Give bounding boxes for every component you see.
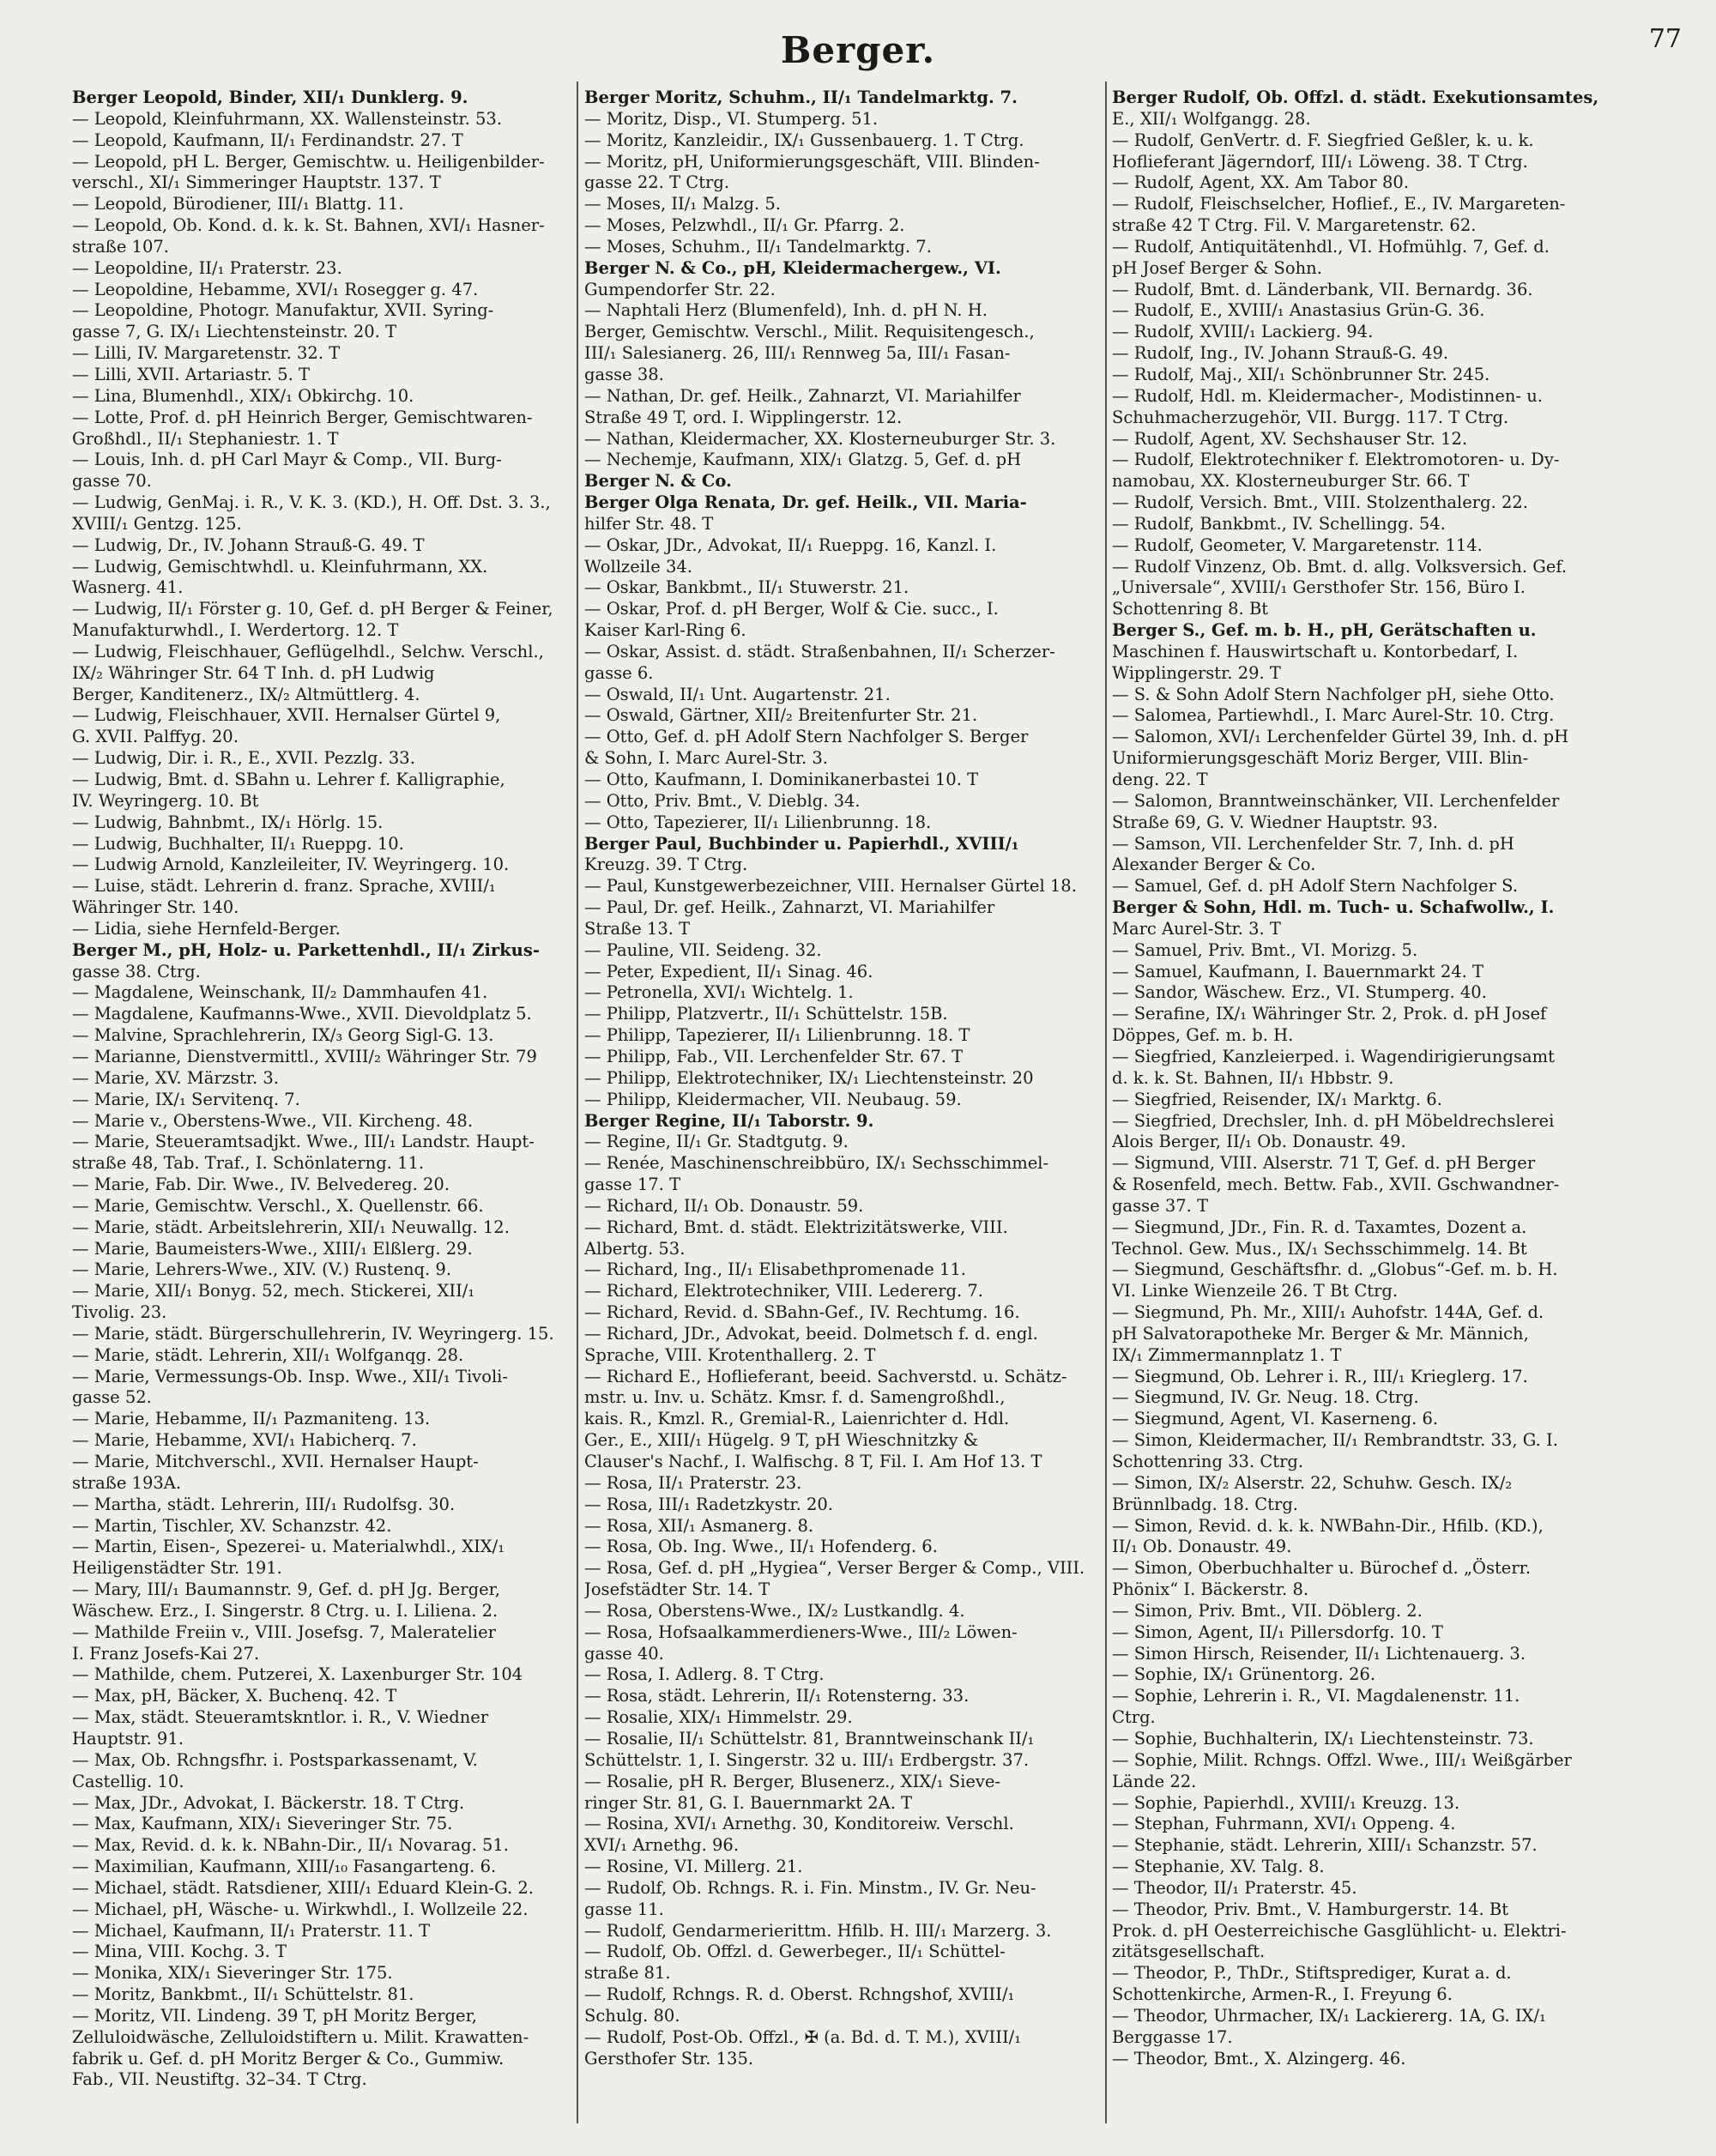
directory-entry-line: Alexander Berger & Co. — [1112, 855, 1316, 875]
directory-entry-line: Sprache, VIII. Krotenthallerg. 2. T — [584, 1344, 876, 1365]
directory-entry-line: Straße 49 T, ord. I. Wipplingerstr. 12. — [584, 407, 903, 427]
directory-entry-line: gasse 6. — [584, 662, 654, 683]
directory-entry-line: — Rudolf, Bankbmt., IV. Schellingg. 54. — [1112, 513, 1446, 534]
directory-entry-line: — Rudolf, XVIII/₁ Lackierg. 94. — [1112, 322, 1374, 342]
directory-entry-line: d. k. k. St. Bahnen, II/₁ Hbbstr. 9. — [1112, 1067, 1394, 1088]
directory-entry-line: — Lidia, siehe Hernfeld-Berger. — [72, 918, 341, 939]
directory-entry-line: — Sophie, Papierhdl., XVIII/₁ Kreuzg. 13. — [1112, 1792, 1460, 1813]
directory-entry-line: — Marie, Hebamme, XVI/₁ Habicherq. 7. — [72, 1430, 417, 1451]
directory-entry-line: — Rudolf, Versich. Bmt., VIII. Stolzenthalerg. 22. — [1112, 492, 1528, 513]
directory-entry-line: — Rudolf, Fleischselcher, Hoflief., E., IV. Margareten- — [1112, 194, 1566, 214]
directory-entry-line: verschl., XI/₁ Simmeringer Hauptstr. 137. T — [72, 172, 441, 193]
directory-entry-line: — Marie, XII/₁ Bonyg. 52, mech. Stickerei, XII/₁ — [72, 1281, 475, 1301]
directory-entry-line: — Rudolf Vinzenz, Ob. Bmt. d. allg. Volksversich. Gef. — [1112, 556, 1568, 577]
directory-entry-line: — Martin, Eisen-, Spezerei- u. Materialwhdl., XIX/₁ — [72, 1537, 505, 1557]
directory-entry-line: Clauser's Nachf., I. Walfischg. 8 T, Fil. I. Am Hof 13. T — [584, 1452, 1042, 1471]
directory-entry-line: — Leopold, Ob. Kond. d. k. k. St. Bahnen, XVI/₁ Hasner- — [72, 215, 545, 236]
directory-entry-line: Berger, Gemischtw. Verschl., Milit. Requisitengesch., — [584, 322, 1035, 342]
directory-entry-line: — Magdalene, Kaufmanns-Wwe., XVII. Dievoldplatz 5. — [72, 1004, 532, 1024]
directory-entry-line: — Moses, Schuhm., II/₁ Tandelmarktg. 7. — [584, 236, 932, 257]
directory-entry-line: — Rudolf, Ob. Rchngs. R. i. Fin. Minstm., IV. Gr. Neu- — [584, 1877, 1036, 1898]
directory-entry-line: — Marie, XV. Märzstr. 3. — [72, 1067, 279, 1088]
directory-entry-line: — Theodor, Bmt., X. Alzingerg. 46. — [1112, 2048, 1406, 2068]
directory-entry-line: — Naphtali Herz (Blumenfeld), Inh. d. pH N. H. — [584, 300, 988, 321]
directory-entry-line: — Moses, Pelzwhdl., II/₁ Gr. Pfarrg. 2. — [584, 215, 905, 236]
directory-entry-line: — Leopoldine, II/₁ Praterstr. 23. — [72, 257, 342, 278]
directory-entry-line: IX/₂ Währinger Str. 64 T Inh. d. pH Ludwig — [72, 662, 435, 683]
directory-entry-line: — Rosa, III/₁ Radetzkystr. 20. — [584, 1494, 833, 1514]
directory-entry-line: — Rosa, Hofsaalkammerdieners-Wwe., III/₂ Löwen- — [584, 1622, 1018, 1642]
directory-entry-line: — Sophie, IX/₁ Grünentorg. 26. — [1112, 1664, 1376, 1685]
directory-entry-line: — Samson, VII. Lerchenfelder Str. 7, Inh. d. pH — [1112, 833, 1514, 854]
directory-entry-line: — Peter, Expedient, II/₁ Sinag. 46. — [584, 961, 873, 981]
directory-entry-line: — Rosa, städt. Lehrerin, II/₁ Rotensterng. 33. — [584, 1686, 970, 1706]
directory-entry-line: — Max, städt. Steueramtskntlor. i. R., V. Wiedner — [72, 1707, 489, 1728]
directory-entry-line: — Leopoldine, Hebamme, XVI/₁ Rosegger g. 47. — [72, 279, 479, 299]
directory-entry-line: — Regine, II/₁ Gr. Stadtgutg. 9. — [584, 1132, 849, 1152]
directory-entry-line: — Theodor, Priv. Bmt., V. Hamburgerstr. 14. Bt — [1112, 1899, 1509, 1919]
directory-entry-line: Phönix“ I. Bäckerstr. 8. — [1112, 1579, 1309, 1600]
directory-entry-line: — Sophie, Buchhalterin, IX/₁ Liechtensteinstr. 73. — [1112, 1728, 1534, 1748]
directory-entry-line: — Marie v., Oberstens-Wwe., VII. Kircheng. 48. — [72, 1110, 474, 1131]
directory-entry-line: & Sohn, I. Marc Aurel-Str. 3. — [584, 748, 829, 769]
directory-entry-line: Wäschew. Erz., I. Singerstr. 8 Ctrg. u. I. Liliena. 2. — [72, 1600, 498, 1621]
directory-entry-line: IV. Weyringerg. 10. Bt — [72, 790, 259, 811]
directory-entry-line: — Otto, Gef. d. pH Adolf Stern Nachfolger S. Berger — [584, 727, 1029, 747]
directory-entry-line: — Moritz, Disp., VI. Stumperg. 51. — [584, 108, 879, 129]
directory-entry-line: Lände 22. — [1112, 1771, 1197, 1791]
column-divider — [1105, 82, 1107, 2123]
directory-entry-line: — Richard, Elektrotechniker, VIII. Ledererg. 7. — [584, 1281, 984, 1301]
directory-entry-line: — Leopoldine, Photogr. Manufaktur, XVII. Syring- — [72, 300, 494, 321]
directory-entry-line: — Oswald, II/₁ Unt. Augartenstr. 21. — [584, 684, 891, 704]
directory-entry-line: — Samuel, Kaufmann, I. Bauernmarkt 24. T — [1112, 961, 1484, 981]
directory-entry-line: — Marie, IX/₁ Servitenq. 7. — [72, 1089, 300, 1109]
directory-entry-line: — Nechemje, Kaufmann, XIX/₁ Glatzg. 5, Gef. d. pH — [584, 450, 1022, 470]
directory-entry-line: Berger S., Gef. m. b. H., pH, Gerätschaften u. — [1112, 620, 1537, 641]
directory-entry-line: — Rudolf, GenVertr. d. F. Siegfried Geßler, k. u. k. — [1112, 130, 1534, 150]
directory-entry-line: — Rudolf, Agent, XV. Sechshauser Str. 12. — [1112, 428, 1468, 449]
directory-entry-line: — Siegmund, Ob. Lehrer i. R., III/₁ Krieglerg. 17. — [1112, 1366, 1528, 1386]
directory-entry-line: — Rudolf, Maj., XII/₁ Schönbrunner Str. 245. — [1112, 364, 1490, 384]
directory-entry-line: Heiligenstädter Str. 191. — [72, 1558, 282, 1579]
directory-entry-line: „Universale“, XVIII/₁ Gersthofer Str. 156, Büro I. — [1112, 577, 1526, 598]
directory-entry-line: — Mathilde Freiin v., VIII. Josefsg. 7, Maleratelier — [72, 1622, 496, 1642]
directory-entry-line: gasse 22. T Ctrg. — [584, 172, 730, 193]
directory-entry-line: Berger Rudolf, Ob. Offzl. d. städt. Exekutionsamtes, — [1112, 88, 1599, 107]
directory-entry-line: — Philipp, Kleidermacher, VII. Neubaug. 59. — [584, 1089, 962, 1109]
directory-entry-line: — Philipp, Platzvertr., II/₁ Schüttelstr. 15B. — [584, 1004, 948, 1024]
directory-entry-line: — Richard E., Hoflieferant, beeid. Sachverstd. u. Schätz- — [584, 1366, 1067, 1386]
directory-entry-line: — Pauline, VII. Seideng. 32. — [584, 939, 822, 960]
directory-entry-line: & Rosenfeld, mech. Bettw. Fab., XVII. Gschwandner- — [1112, 1175, 1560, 1195]
directory-entry-line: — Marie, Gemischtw. Verschl., X. Quellenstr. 66. — [72, 1195, 484, 1216]
directory-entry-line: — Siegmund, JDr., Fin. R. d. Taxamtes, Dozent a. — [1112, 1217, 1527, 1237]
directory-entry-line: — Stephanie, XV. Talg. 8. — [1112, 1857, 1325, 1877]
directory-entry-line: — Malvine, Sprachlehrerin, IX/₃ Georg Sigl-G. 13. — [72, 1025, 494, 1046]
directory-entry-line: Alois Berger, II/₁ Ob. Donaustr. 49. — [1112, 1132, 1406, 1152]
directory-entry-line: Albertg. 53. — [584, 1238, 686, 1259]
directory-entry-line: — Siegmund, IV. Gr. Neug. 18. Ctrg. — [1112, 1387, 1419, 1408]
directory-entry-line: — Mina, VIII. Kochg. 3. T — [72, 1942, 287, 1962]
directory-entry-line: — Rudolf, Antiquitätenhdl., VI. Hofmühlg. 7, Gef. d. — [1112, 236, 1550, 257]
directory-entry-line: — Ludwig, Buchhalter, II/₁ Rueppg. 10. — [72, 833, 404, 854]
directory-entry-line: — Ludwig, Dr., IV. Johann Strauß-G. 49. T — [72, 534, 425, 555]
directory-entry-line: — Otto, Kaufmann, I. Dominikanerbastei 10. T — [584, 770, 979, 789]
directory-entry-line: — Lilli, IV. Margaretenstr. 32. T — [72, 343, 341, 364]
directory-entry-line: — Ludwig, Fleischhauer, XVII. Hernalser Gürtel 9, — [72, 705, 501, 726]
directory-entry-line: — Philipp, Fab., VII. Lerchenfelder Str. 67. T — [584, 1046, 964, 1066]
directory-entry-line: Manufakturwhdl., I. Werdertorg. 12. T — [72, 620, 399, 641]
directory-entry-line: — Marianne, Dienstvermittl., XVIII/₂ Währinger Str. 79 — [72, 1046, 537, 1066]
page-number: 77 — [1648, 24, 1682, 54]
directory-entry-line: Schottenkirche, Armen-R., I. Freyung 6. — [1112, 1984, 1453, 2005]
directory-entry-line: — Mathilde, chem. Putzerei, X. Laxenburger Str. 104 — [72, 1664, 523, 1685]
directory-entry-line: — Sophie, Lehrerin i. R., VI. Magdalenenstr. 11. — [1112, 1686, 1520, 1706]
directory-entry-line: — Oskar, Bankbmt., II/₁ Stuwerstr. 21. — [584, 577, 909, 598]
directory-entry-line: — Sandor, Wäschew. Erz., VI. Stumperg. 40. — [1112, 982, 1487, 1003]
directory-entry-line: — Marie, Fab. Dir. Wwe., IV. Belvedereg. 20. — [72, 1175, 450, 1195]
directory-entry-line: — Rosalie, pH R. Berger, Blusenerz., XIX/₁ Sieve- — [584, 1771, 1001, 1791]
directory-entry-line: Berger N. & Co. — [584, 471, 732, 492]
directory-entry-line: Döppes, Gef. m. b. H. — [1112, 1025, 1294, 1046]
directory-entry-line: Schüttelstr. 1, I. Singerstr. 32 u. III/₁ Erdbergstr. 37. — [584, 1749, 1030, 1770]
directory-entry-line: Berggasse 17. — [1112, 2026, 1233, 2047]
directory-entry-line: — Ludwig, Fleischhauer, Geflügelhdl., Selchw. Verschl., — [72, 641, 544, 661]
directory-entry-line: — Salomon, Branntweinschänker, VII. Lerchenfelder — [1112, 790, 1560, 811]
directory-entry-line: Wipplingerstr. 29. T — [1112, 662, 1281, 683]
directory-entry-line: Ger., E., XIII/₁ Hügelg. 9 T, pH Wieschnitzky & — [584, 1430, 979, 1451]
directory-entry-line: Schottenring 8. Bt — [1112, 599, 1269, 619]
directory-entry-line: — Rosa, I. Adlerg. 8. T Ctrg. — [584, 1664, 825, 1685]
directory-entry-line: — Magdalene, Weinschank, II/₂ Dammhaufen 41. — [72, 982, 488, 1003]
directory-entry-line: — Rosina, XVI/₁ Arnethg. 30, Konditoreiw. Verschl. — [584, 1814, 1014, 1834]
directory-entry-line: — Salomon, XVI/₁ Lerchenfelder Gürtel 39, Inh. d. pH — [1112, 727, 1569, 747]
directory-entry-line: — Leopold, pH L. Berger, Gemischtw. u. Heiligenbilder- — [72, 151, 545, 172]
directory-entry-line: fabrik u. Gef. d. pH Moritz Berger & Co., Gummiw. — [72, 2048, 505, 2068]
directory-entry-line: — Max, pH, Bäcker, X. Buchenq. 42. T — [72, 1686, 397, 1706]
directory-entry-line: gasse 38. — [584, 364, 664, 384]
directory-entry-line: Berger Moritz, Schuhm., II/₁ Tandelmarktg. 7. — [584, 88, 1018, 107]
directory-entry-line: — Simon, Agent, II/₁ Pillersdorfg. 10. T — [1112, 1622, 1443, 1642]
directory-entry-line: Berger Leopold, Binder, XII/₁ Dunklerg. 9. — [72, 88, 468, 107]
directory-entry-line: gasse 38. Ctrg. — [72, 961, 201, 981]
directory-entry-line: — Otto, Priv. Bmt., V. Dieblg. 34. — [584, 790, 861, 811]
directory-entry-line: III/₁ Salesianerg. 26, III/₁ Rennweg 5a, III/₁ Fasan- — [584, 343, 1011, 364]
directory-entry-line: — Rudolf, Rchngs. R. d. Oberst. Rchngshof, XVIII/₁ — [584, 1984, 1015, 2005]
directory-entry-line: — Ludwig, Bmt. d. SBahn u. Lehrer f. Kalligraphie, — [72, 770, 505, 789]
directory-entry-line: — Rosa, Ob. Ing. Wwe., II/₁ Hofenderg. 6. — [584, 1537, 938, 1557]
directory-entry-line: straße 48, Tab. Traf., I. Schönlaterng. 11. — [72, 1153, 425, 1174]
directory-entry-line: — Simon, Kleidermacher, II/₁ Rembrandtstr. 33, G. I. — [1112, 1430, 1558, 1451]
directory-entry-line: — Richard, JDr., Advokat, beeid. Dolmetsch f. d. engl. — [584, 1323, 1038, 1344]
directory-entry-line: — Moses, II/₁ Malzg. 5. — [584, 194, 781, 214]
directory-entry-line: Prok. d. pH Oesterreichische Gasglühlicht- u. Elektri- — [1112, 1920, 1567, 1941]
directory-entry-line: — Michael, Kaufmann, II/₁ Praterstr. 11. T — [72, 1920, 431, 1941]
directory-entry-line: — Rosa, XII/₁ Asmanerg. 8. — [584, 1515, 814, 1536]
directory-entry-line: Berger M., pH, Holz- u. Parkettenhdl., II/₁ Zirkus- — [72, 939, 540, 960]
directory-entry-line: — Renée, Maschinenschreibbüro, IX/₁ Sechsschimmel- — [584, 1153, 1049, 1174]
directory-entry-line: — Oswald, Gärtner, XII/₂ Breitenfurter Str. 21. — [584, 705, 978, 726]
directory-entry-line: — Max, Kaufmann, XIX/₁ Sieveringer Str. 75. — [72, 1814, 453, 1834]
directory-entry-line: Schottenring 33. Ctrg. — [1112, 1452, 1304, 1471]
directory-entry-line: — Richard, Ing., II/₁ Elisabethpromenade 11. — [584, 1259, 967, 1280]
directory-entry-line: — Simon, Revid. d. k. k. NWBahn-Dir., Hfilb. (KD.), — [1112, 1515, 1544, 1536]
directory-entry-line: — Ludwig, Gemischtwhdl. u. Kleinfuhrmann, XX. — [72, 556, 488, 577]
directory-entry-line: pH Josef Berger & Sohn. — [1112, 257, 1322, 278]
directory-entry-line: straße 193A. — [72, 1472, 182, 1493]
directory-entry-line: Währinger Str. 140. — [72, 897, 239, 918]
directory-entry-line: Ctrg. — [1112, 1707, 1156, 1728]
directory-entry-line: — Marie, Lehrers-Wwe., XIV. (V.) Rustenq. 9. — [72, 1259, 452, 1280]
directory-entry-line: — Ludwig, II/₁ Förster g. 10, Gef. d. pH Berger & Feiner, — [72, 599, 553, 619]
directory-entry-line: mstr. u. Inv. u. Schätz. Kmsr. f. d. Samengroßhdl., — [584, 1387, 1006, 1408]
directory-entry-line: — Marie, städt. Arbeitslehrerin, XII/₁ Neuwallg. 12. — [72, 1217, 510, 1237]
directory-entry-line: — Siegfried, Reisender, IX/₁ Marktg. 6. — [1112, 1089, 1442, 1109]
directory-entry-line: zitätsgesellschaft. — [1112, 1942, 1266, 1962]
directory-entry-line: — Ludwig, Dir. i. R., E., XVII. Pezzlg. 33. — [72, 748, 415, 769]
directory-entry-line: — Simon, IX/₂ Alserstr. 22, Schuhw. Gesch. IX/₂ — [1112, 1472, 1513, 1493]
directory-entry-line: — Rudolf, Hdl. m. Kleidermacher-, Modistinnen- u. — [1112, 385, 1543, 406]
directory-entry-line: — Siegfried, Drechsler, Inh. d. pH Möbeldrechslerei — [1112, 1110, 1555, 1131]
directory-entry-line: — Martin, Tischler, XV. Schanzstr. 42. — [72, 1515, 392, 1536]
directory-entry-line: gasse 7, G. IX/₁ Liechtensteinstr. 20. T — [72, 322, 397, 342]
directory-entry-line: — Rudolf, Ing., IV. Johann Strauß-G. 49. — [1112, 343, 1449, 364]
directory-entry-line: — Richard, II/₁ Ob. Donaustr. 59. — [584, 1195, 864, 1216]
column-divider — [577, 82, 578, 2123]
directory-entry-line: — Ludwig, Bahnbmt., IX/₁ Hörlg. 15. — [72, 812, 384, 832]
directory-entry-line: — Samuel, Priv. Bmt., VI. Morizg. 5. — [1112, 939, 1418, 960]
directory-entry-line: gasse 70. — [72, 471, 152, 492]
directory-entry-line: — Leopold, Kaufmann, II/₁ Ferdinandstr. 27. T — [72, 130, 463, 150]
directory-entry-line: — Marie, Baumeisters-Wwe., XIII/₁ Elßlerg. 29. — [72, 1238, 473, 1259]
column-right — [1112, 88, 1637, 2121]
directory-entry-line: — Serafine, IX/₁ Währinger Str. 2, Prok. d. pH Josef — [1112, 1004, 1547, 1024]
directory-entry-line: Fab., VII. Neustiftg. 32–34. T Ctrg. — [72, 2069, 367, 2090]
directory-entry-line: Berger Olga Renata, Dr. gef. Heilk., VII. Maria- — [584, 492, 1027, 513]
directory-entry-line: — Mary, III/₁ Baumannstr. 9, Gef. d. pH Jg. Berger, — [72, 1579, 500, 1600]
directory-entry-line: — Moritz, pH, Uniformierungsgeschäft, VIII. Blinden- — [584, 151, 1040, 172]
directory-entry-line: — Lilli, XVII. Artariastr. 5. T — [72, 364, 311, 384]
directory-entry-line: Großhdl., II/₁ Stephaniestr. 1. T — [72, 428, 339, 449]
directory-entry-line: — Richard, Bmt. d. städt. Elektrizitätswerke, VIII. — [584, 1217, 1008, 1237]
directory-entry-line: — Simon, Oberbuchhalter u. Bürochef d. „Österr. — [1112, 1558, 1532, 1579]
directory-entry-line: — Otto, Tapezierer, II/₁ Lilienbrunng. 18. — [584, 812, 932, 832]
directory-entry-line: gasse 40. — [584, 1643, 664, 1664]
directory-entry-line: gasse 11. — [584, 1899, 664, 1919]
directory-entry-line: — Petronella, XVI/₁ Wichtelg. 1. — [584, 982, 854, 1003]
directory-entry-line: — Moritz, VII. Lindeng. 39 T, pH Moritz Berger, — [72, 2005, 477, 2026]
directory-entry-line: — Martha, städt. Lehrerin, III/₁ Rudolfsg. 30. — [72, 1494, 456, 1514]
directory-entry-line: ringer Str. 81, G. I. Bauernmarkt 2A. T — [584, 1792, 913, 1813]
directory-entry-line: — Louis, Inh. d. pH Carl Mayr & Comp., VII. Burg- — [72, 450, 502, 470]
directory-entry-line: Straße 69, G. V. Wiedner Hauptstr. 93. — [1112, 812, 1438, 832]
directory-entry-line: — Siegmund, Agent, VI. Kaserneng. 6. — [1112, 1409, 1439, 1429]
directory-entry-line: — Theodor, Uhrmacher, IX/₁ Lackiererg. 1A, G. IX/₁ — [1112, 2005, 1546, 2026]
directory-entry-line: — Siegmund, Geschäftsfhr. d. „Globus“-Gef. m. b. H. — [1112, 1259, 1558, 1280]
directory-entry-line: — Sophie, Milit. Rchngs. Offzl. Wwe., III/₁ Weißgärber — [1112, 1749, 1572, 1770]
directory-entry-line: — Philipp, Tapezierer, II/₁ Lilienbrunng. 18. T — [584, 1025, 970, 1046]
directory-entry-line: — Rosine, VI. Millerg. 21. — [584, 1857, 803, 1877]
directory-entry-line: hilfer Str. 48. T — [584, 513, 714, 534]
directory-entry-line: — Luise, städt. Lehrerin d. franz. Sprache, XVIII/₁ — [72, 876, 496, 897]
directory-entry-line: Berger N. & Co., pH, Kleidermachergew., VI. — [584, 257, 1001, 278]
directory-entry-line: Wollzeile 34. — [584, 556, 692, 577]
page-header — [0, 24, 1716, 75]
directory-entry-line: — Marie, Mitchverschl., XVII. Hernalser Haupt- — [72, 1452, 479, 1471]
directory-entry-line: — Siegfried, Kanzleierped. i. Wagendirigierungsamt — [1112, 1046, 1555, 1066]
directory-entry-line: — Oskar, Prof. d. pH Berger, Wolf & Cie. succ., I. — [584, 599, 999, 619]
directory-entry-line: — Paul, Kunstgewerbezeichner, VIII. Hernalser Gürtel 18. — [584, 876, 1077, 897]
directory-entry-line: IX/₁ Zimmermannplatz 1. T — [1112, 1344, 1342, 1365]
directory-entry-line: Hauptstr. 91. — [72, 1728, 184, 1748]
directory-entry-line: deng. 22. T — [1112, 770, 1208, 789]
directory-entry-line: Straße 13. T — [584, 918, 691, 939]
directory-entry-line: — Rosa, II/₁ Praterstr. 23. — [584, 1472, 802, 1493]
directory-entry-line: II/₁ Ob. Donaustr. 49. — [1112, 1537, 1292, 1557]
directory-entry-line: — Rosa, Gef. d. pH „Hygiea“, Verser Berger & Comp., VIII. — [584, 1558, 1085, 1579]
directory-entry-line: — Rudolf, E., XVIII/₁ Anastasius Grün-G. 36. — [1112, 300, 1485, 321]
directory-entry-line: — Simon Hirsch, Reisender, II/₁ Lichtenauerg. 3. — [1112, 1643, 1526, 1664]
directory-entry-line: — Rudolf, Gendarmerierittm. Hfilb. H. III/₁ Marzerg. 3. — [584, 1920, 1052, 1941]
directory-entry-line: — Leopold, Kleinfuhrmann, XX. Wallensteinstr. 53. — [72, 108, 503, 129]
directory-entry-line: Castellig. 10. — [72, 1771, 184, 1791]
directory-entry-line: — Oskar, Assist. d. städt. Straßenbahnen, II/₁ Scherzer- — [584, 641, 1055, 661]
directory-entry-line: — Simon, Priv. Bmt., VII. Döblerg. 2. — [1112, 1600, 1423, 1621]
directory-entry-line: — Nathan, Dr. gef. Heilk., Zahnarzt, VI. Mariahilfer — [584, 385, 1021, 406]
directory-entry-line: — Marie, städt. Lehrerin, XII/₁ Wolfganqg. 28. — [72, 1344, 464, 1365]
directory-entry-line: — Stephanie, städt. Lehrerin, XIII/₁ Schanzstr. 57. — [1112, 1835, 1538, 1856]
directory-entry-line: Technol. Gew. Mus., IX/₁ Sechsschimmelg. 14. Bt — [1112, 1238, 1527, 1259]
directory-entry-line: — Maximilian, Kaufmann, XIII/₁₀ Fasangarteng. 6. — [72, 1857, 497, 1877]
directory-entry-line: Marc Aurel-Str. 3. T — [1112, 918, 1281, 939]
directory-entry-line: G. XVII. Palffyg. 20. — [72, 727, 239, 747]
directory-entry-line: — Michael, pH, Wäsche- u. Wirkwhdl., I. Wollzeile 22. — [72, 1899, 529, 1919]
column-left — [72, 88, 570, 2121]
directory-entry-line: Wasnerg. 41. — [72, 577, 184, 598]
directory-entry-line: — Sigmund, VIII. Alserstr. 71 T, Gef. d. pH Berger — [1112, 1153, 1536, 1174]
directory-entry-line: — Rudolf, Elektrotechniker f. Elektromotoren- u. Dy- — [1112, 450, 1560, 470]
directory-entry-line: — Moritz, Bankbmt., II/₁ Schüttelstr. 81. — [72, 1984, 414, 2005]
directory-entry-line: I. Franz Josefs-Kai 27. — [72, 1643, 260, 1664]
directory-entry-line: Schulg. 80. — [584, 2005, 680, 2026]
directory-entry-line: pH Salvatorapotheke Mr. Berger & Mr. Männich, — [1112, 1323, 1529, 1344]
directory-entry-line: Schuhmacherzugehör, VII. Burgg. 117. T Ctrg. — [1112, 407, 1509, 427]
directory-entry-line: — Lotte, Prof. d. pH Heinrich Berger, Gemischtwaren- — [72, 407, 533, 427]
directory-entry-line: gasse 37. T — [1112, 1195, 1209, 1216]
directory-entry-line: — Rudolf, Ob. Offzl. d. Gewerbeger., II/₁ Schüttel- — [584, 1942, 1006, 1962]
directory-entry-line: — Rudolf, Geometer, V. Margaretenstr. 114. — [1112, 534, 1483, 555]
directory-entry-line: — Richard, Revid. d. SBahn-Gef., IV. Rechtumg. 16. — [584, 1302, 1020, 1323]
directory-entry-line: — Max, Revid. d. k. k. NBahn-Dir., II/₁ Novarag. 51. — [72, 1835, 509, 1856]
directory-entry-line: Berger & Sohn, Hdl. m. Tuch- u. Schafwollw., I. — [1112, 897, 1555, 918]
directory-entry-line: Gumpendorfer Str. 22. — [584, 279, 776, 299]
directory-entry-line: — Leopold, Bürodiener, III/₁ Blattg. 11. — [72, 194, 404, 214]
directory-entry-line: — Stephan, Fuhrmann, XVI/₁ Oppeng. 4. — [1112, 1814, 1456, 1834]
directory-entry-line: — Lina, Blumenhdl., XIX/₁ Obkirchg. 10. — [72, 385, 414, 406]
directory-entry-line: — Marie, städt. Bürgerschullehrerin, IV. Weyringerg. 15. — [72, 1323, 554, 1344]
directory-entry-line: Kaiser Karl-Ring 6. — [584, 620, 746, 641]
directory-entry-line: — Moritz, Kanzleidir., IX/₁ Gussenbauerg. 1. T Ctrg. — [584, 130, 1024, 150]
directory-entry-line: — Oskar, JDr., Advokat, II/₁ Rueppg. 16, Kanzl. I. — [584, 534, 997, 555]
directory-entry-line: — Rosa, Oberstens-Wwe., IX/₂ Lustkandlg. 4. — [584, 1600, 965, 1621]
directory-entry-line: — Marie, Hebamme, II/₁ Pazmaniteng. 13. — [72, 1409, 431, 1429]
column-middle — [584, 88, 1099, 2121]
directory-entry-line: Gersthofer Str. 135. — [584, 2048, 754, 2068]
directory-entry-line: — Theodor, II/₁ Praterstr. 45. — [1112, 1877, 1357, 1898]
directory-entry-line: — Rosalie, II/₁ Schüttelstr. 81, Branntweinschank II/₁ — [584, 1728, 1035, 1748]
directory-entry-line: Berger, Kanditenerz., IX/₂ Altmüttlerg. 4. — [72, 684, 420, 704]
directory-entry-line: — Samuel, Gef. d. pH Adolf Stern Nachfolger S. — [1112, 876, 1519, 897]
directory-entry-line: XVI/₁ Arnethg. 96. — [584, 1835, 740, 1856]
directory-entry-line: — Marie, Steueramtsadjkt. Wwe., III/₁ Landstr. Haupt- — [72, 1132, 535, 1152]
directory-entry-line: kais. R., Kmzl. R., Gremial-R., Laienrichter d. Hdl. — [584, 1409, 1010, 1429]
directory-entry-line: — Paul, Dr. gef. Heilk., Zahnarzt, VI. Mariahilfer — [584, 897, 995, 918]
directory-entry-line: VI. Linke Wienzeile 26. T Bt Ctrg. — [1112, 1281, 1399, 1301]
directory-entry-line: — Ludwig, GenMaj. i. R., V. K. 3. (KD.), H. Off. Dst. 3. 3., — [72, 492, 551, 513]
directory-entry-line: — Ludwig Arnold, Kanzleileiter, IV. Weyringerg. 10. — [72, 855, 510, 875]
directory-entry-line: Uniformierungsgeschäft Moriz Berger, VIII. Blin- — [1112, 748, 1529, 769]
directory-entry-line: — Rudolf, Agent, XX. Am Tabor 80. — [1112, 172, 1410, 193]
directory-entry-line: — Rosalie, XIX/₁ Himmelstr. 29. — [584, 1707, 853, 1728]
directory-entry-line: — Salomea, Partiewhdl., I. Marc Aurel-Str. 10. Ctrg. — [1112, 705, 1555, 726]
directory-entry-line: straße 42 T Ctrg. Fil. V. Margaretenstr. 62. — [1112, 215, 1477, 236]
directory-entry-line: — Rudolf, Post-Ob. Offzl., ✠ (a. Bd. d. T. M.), XVIII/₁ — [584, 2026, 1022, 2047]
directory-entry-line: straße 81. — [584, 1963, 671, 1984]
directory-entry-line: Kreuzg. 39. T Ctrg. — [584, 855, 748, 875]
page-title: Berger. — [780, 29, 936, 71]
directory-entry-line: Hoflieferant Jägerndorf, III/₁ Löweng. 38. T Ctrg. — [1112, 151, 1528, 172]
directory-entry-line: Brünnlbadg. 18. Ctrg. — [1112, 1494, 1299, 1514]
directory-entry-line: — Nathan, Kleidermacher, XX. Klosterneuburger Str. 3. — [584, 428, 1056, 449]
directory-entry-line: XVIII/₁ Gentzg. 125. — [72, 513, 242, 534]
directory-entry-line: — Philipp, Elektrotechniker, IX/₁ Liechtensteinstr. 20 — [584, 1067, 1034, 1088]
directory-entry-line: — Max, Ob. Rchngsfhr. i. Postsparkassenamt, V. — [72, 1749, 478, 1770]
directory-entry-line: Zelluloidwäsche, Zelluloidstiftern u. Milit. Krawatten- — [72, 2026, 529, 2047]
directory-entry-line: Tivolig. 23. — [72, 1302, 167, 1323]
directory-entry-line: — Siegmund, Ph. Mr., XIII/₁ Auhofstr. 144A, Gef. d. — [1112, 1302, 1544, 1323]
directory-entry-line: — Marie, Vermessungs-Ob. Insp. Wwe., XII/₁ Tivoli- — [72, 1366, 508, 1386]
directory-entry-line: Berger Paul, Buchbinder u. Papierhdl., XVIII/₁ — [584, 833, 1019, 854]
directory-entry-line: — Michael, städt. Ratsdiener, XIII/₁ Eduard Klein-G. 2. — [72, 1877, 534, 1898]
directory-entry-line: namobau, XX. Klosterneuburger Str. 66. T — [1112, 471, 1470, 492]
directory-entry-line: gasse 17. T — [584, 1175, 681, 1195]
directory-entry-line: — Rudolf, Bmt. d. Länderbank, VII. Bernardg. 36. — [1112, 279, 1533, 299]
directory-entry-line: E., XII/₁ Wolfgangg. 28. — [1112, 108, 1311, 129]
directory-entry-line: Berger Regine, II/₁ Taborstr. 9. — [584, 1110, 874, 1131]
directory-entry-line: straße 107. — [72, 236, 169, 257]
directory-entry-line: — Theodor, P., ThDr., Stiftsprediger, Kurat a. d. — [1112, 1963, 1512, 1984]
directory-entry-line: gasse 52. — [72, 1387, 152, 1408]
directory-entry-line: — Max, JDr., Advokat, I. Bäckerstr. 18. T Ctrg. — [72, 1792, 465, 1813]
directory-entry-line: — S. & Sohn Adolf Stern Nachfolger pH, siehe Otto. — [1112, 684, 1555, 704]
directory-entry-line: Josefstädter Str. 14. T — [584, 1579, 770, 1600]
directory-entry-line: — Monika, XIX/₁ Sieveringer Str. 175. — [72, 1963, 393, 1984]
directory-entry-line: Maschinen f. Hauswirtschaft u. Kontorbedarf, I. — [1112, 641, 1519, 661]
